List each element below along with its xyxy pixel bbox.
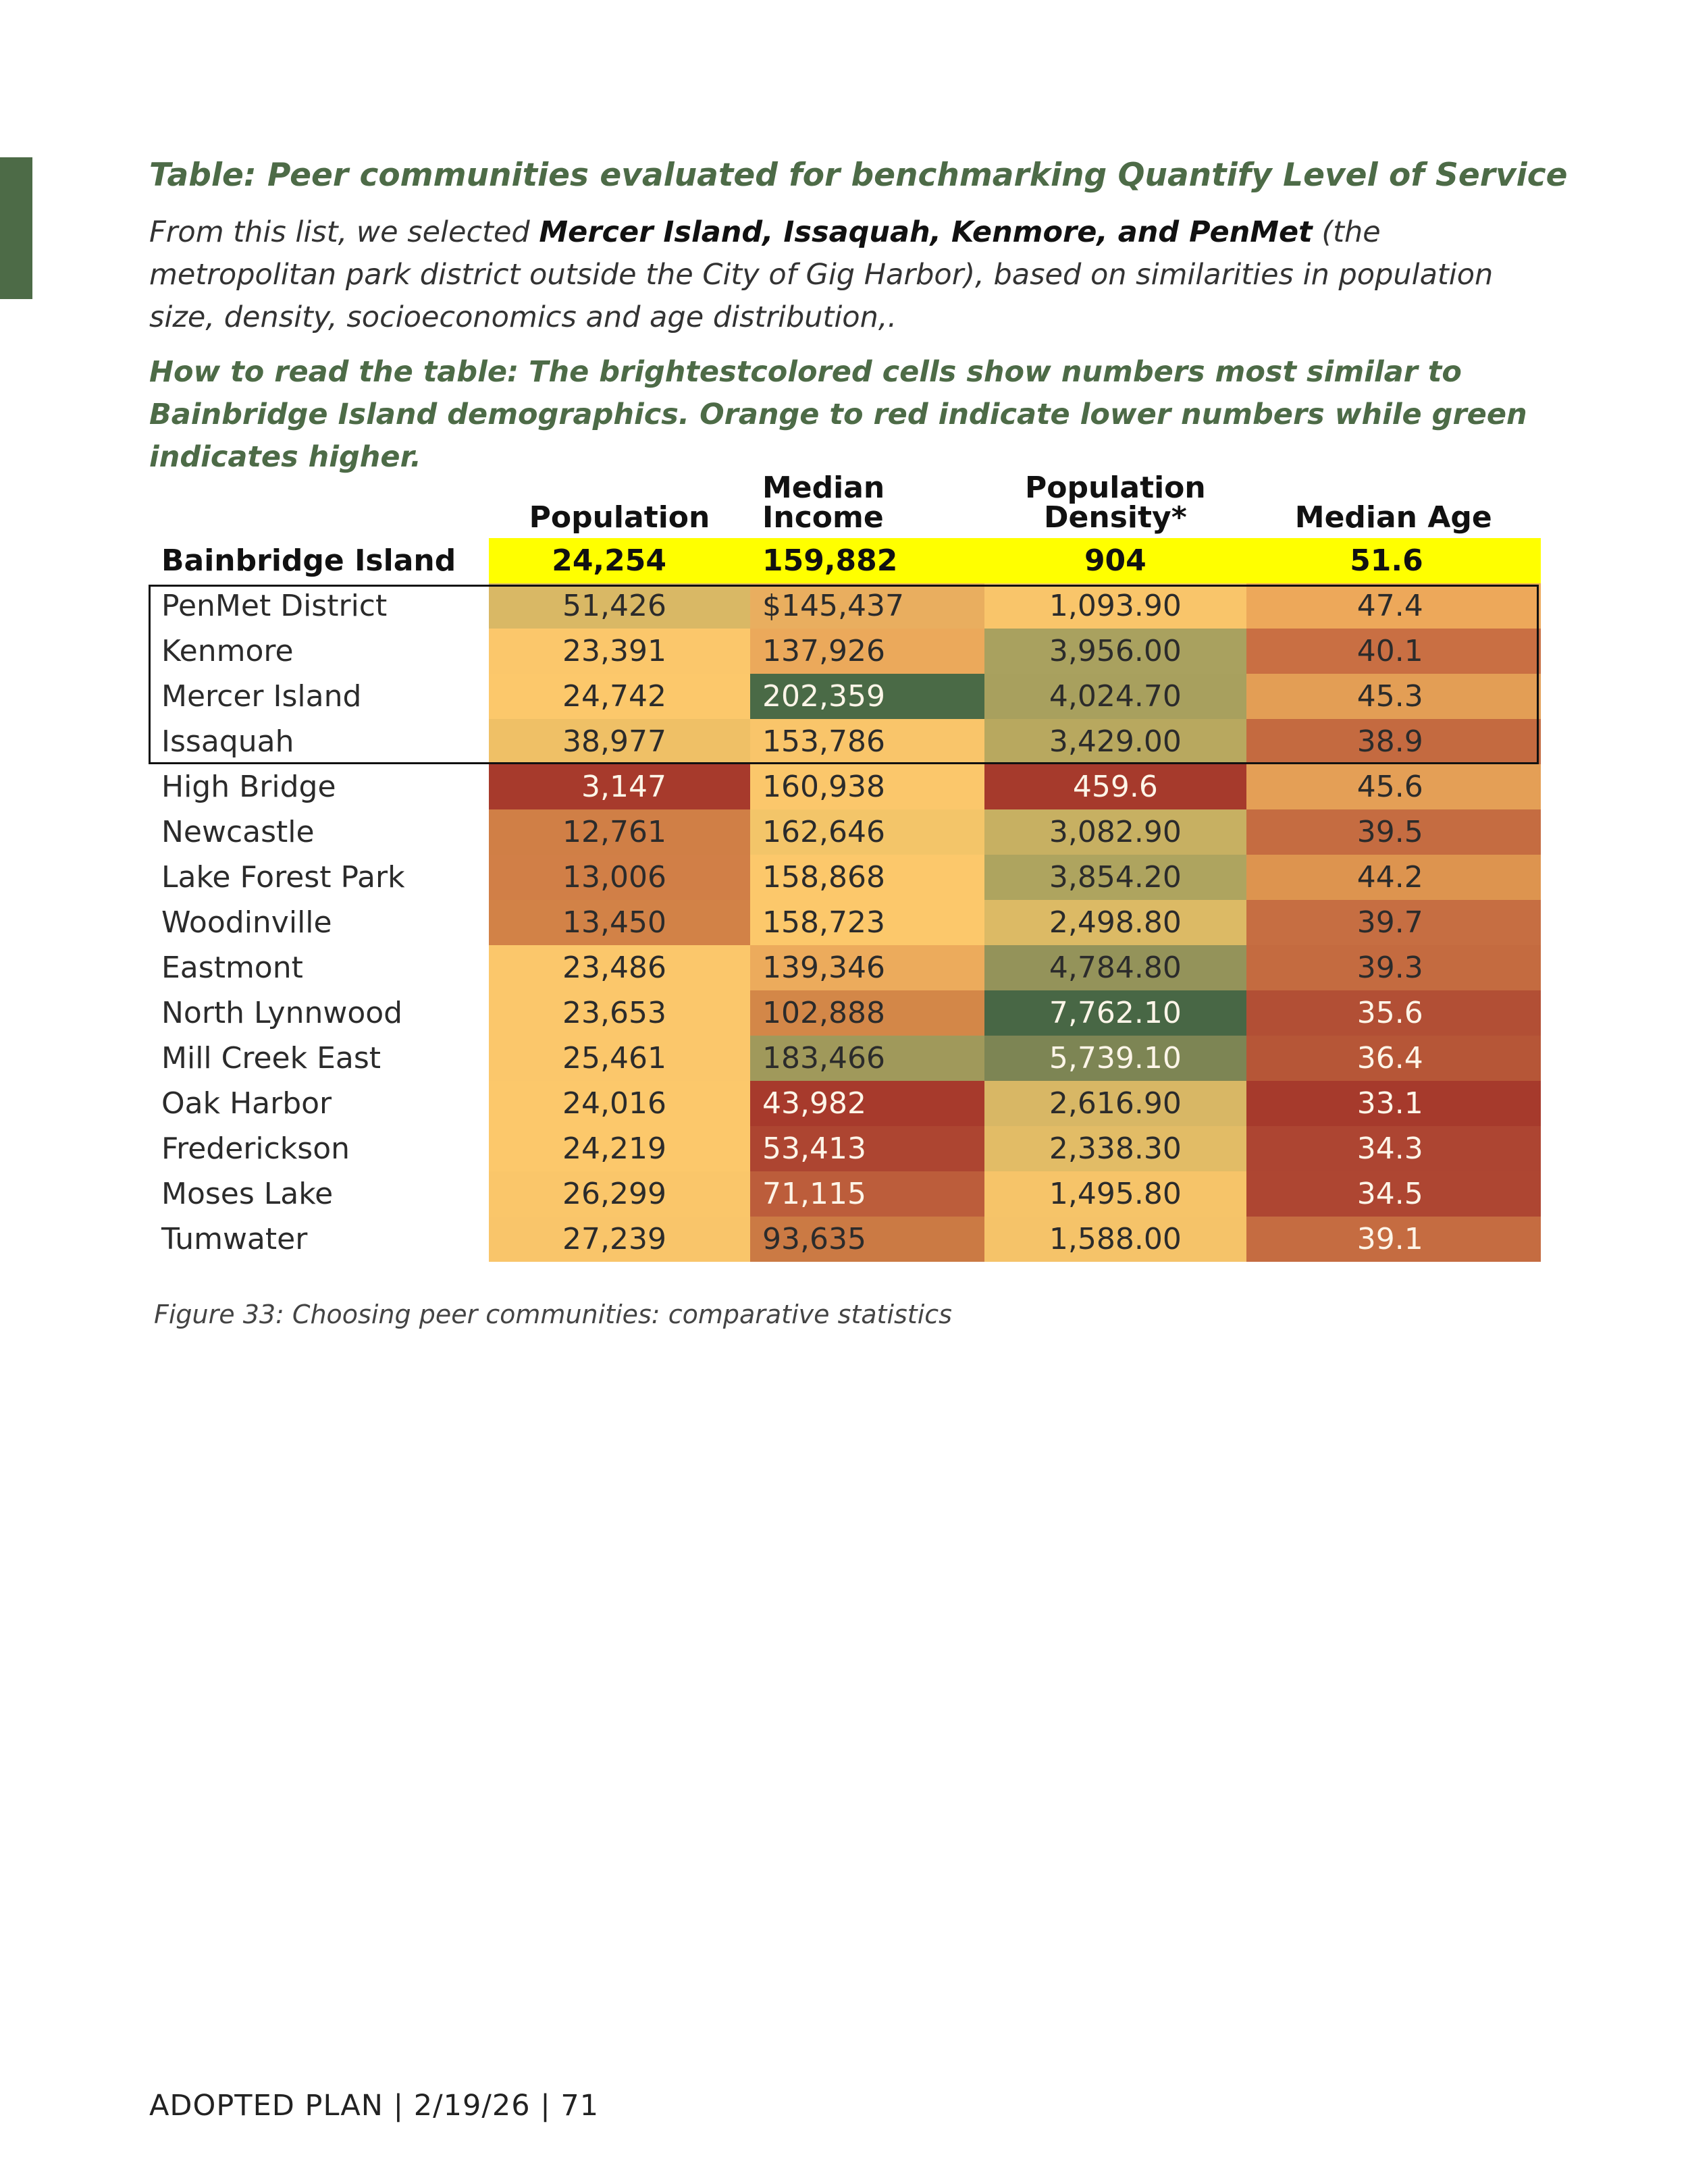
community-name: Newcastle bbox=[161, 815, 315, 849]
header-population: Population bbox=[529, 500, 710, 535]
age-cell: 40.1 bbox=[1246, 629, 1541, 674]
table-row bbox=[149, 1171, 1541, 1217]
population-cell: 23,486 bbox=[489, 945, 750, 990]
population-cell: 13,450 bbox=[489, 900, 750, 945]
income-cell: 137,926 bbox=[750, 629, 984, 674]
table-row bbox=[149, 900, 1541, 945]
population-cell: 51,426 bbox=[489, 583, 750, 629]
population-cell: 13,006 bbox=[489, 855, 750, 900]
income-cell: 162,646 bbox=[750, 809, 984, 855]
age-cell: 35.6 bbox=[1246, 990, 1541, 1036]
community-name: Oak Harbor bbox=[161, 1086, 332, 1121]
population-cell: 24,219 bbox=[489, 1126, 750, 1171]
density-cell: 1,093.90 bbox=[984, 583, 1246, 629]
age-cell: 34.5 bbox=[1246, 1171, 1541, 1217]
population-cell: 23,391 bbox=[489, 629, 750, 674]
table-row bbox=[149, 990, 1541, 1036]
density-cell: 1,495.80 bbox=[984, 1171, 1246, 1217]
community-name: Frederickson bbox=[161, 1131, 350, 1166]
age-cell: 39.5 bbox=[1246, 809, 1541, 855]
community-name: Mill Creek East bbox=[161, 1041, 381, 1075]
age-cell: 47.4 bbox=[1246, 583, 1541, 629]
header-row bbox=[149, 466, 1541, 538]
income-cell: 43,982 bbox=[750, 1081, 984, 1126]
density-cell: 3,956.00 bbox=[984, 629, 1246, 674]
how-to-read-note: How to read the table: The brightestcolored cells show numbers most similar to Bainbridge Island demographics. Orange to red indicate lower numbers while green indicates higher. bbox=[149, 355, 1527, 474]
community-name: Eastmont bbox=[161, 951, 303, 985]
table-row bbox=[149, 1217, 1541, 1262]
age-cell: 39.7 bbox=[1246, 900, 1541, 945]
density-cell: 1,588.00 bbox=[984, 1217, 1246, 1262]
density-cell: 4,024.70 bbox=[984, 674, 1246, 719]
age-cell: 45.3 bbox=[1246, 674, 1541, 719]
community-name: High Bridge bbox=[161, 770, 336, 804]
table-row bbox=[149, 583, 1541, 629]
table-row bbox=[149, 809, 1541, 855]
table-row bbox=[149, 674, 1541, 719]
density-cell: 3,429.00 bbox=[984, 719, 1246, 764]
table-row bbox=[149, 629, 1541, 674]
income-cell: 202,359 bbox=[750, 674, 984, 719]
income-cell: 158,868 bbox=[750, 855, 984, 900]
community-name: Kenmore bbox=[161, 634, 294, 668]
age-cell: 38.9 bbox=[1246, 719, 1541, 764]
table-row bbox=[149, 945, 1541, 990]
figure-caption: Figure 33: Choosing peer communities: comparative statistics bbox=[154, 1300, 952, 1329]
header-community bbox=[149, 466, 489, 538]
population-cell: 24,254 bbox=[489, 538, 750, 583]
table-row bbox=[149, 1036, 1541, 1081]
section-tab bbox=[0, 157, 32, 299]
intro-selected-communities: Mercer Island, Issaquah, Kenmore, and PenMet bbox=[539, 215, 1313, 249]
age-cell: 45.6 bbox=[1246, 764, 1541, 809]
population-cell: 12,761 bbox=[489, 809, 750, 855]
age-cell: 36.4 bbox=[1246, 1036, 1541, 1081]
income-cell: 160,938 bbox=[750, 764, 984, 809]
density-cell: 904 bbox=[984, 538, 1246, 583]
income-cell: 183,466 bbox=[750, 1036, 984, 1081]
peer-communities-table bbox=[149, 466, 1541, 1262]
density-cell: 3,854.20 bbox=[984, 855, 1246, 900]
community-name: Lake Forest Park bbox=[161, 860, 405, 895]
age-cell: 44.2 bbox=[1246, 855, 1541, 900]
income-cell: 102,888 bbox=[750, 990, 984, 1036]
intro-paragraph bbox=[149, 211, 1554, 339]
community-name: PenMet District bbox=[161, 589, 388, 623]
income-cell: 139,346 bbox=[750, 945, 984, 990]
income-cell: 153,786 bbox=[750, 719, 984, 764]
density-cell: 2,498.80 bbox=[984, 900, 1246, 945]
age-cell: 51.6 bbox=[1246, 538, 1541, 583]
community-name: Mercer Island bbox=[161, 679, 362, 714]
table-row bbox=[149, 855, 1541, 900]
age-cell: 33.1 bbox=[1246, 1081, 1541, 1126]
density-cell: 2,338.30 bbox=[984, 1126, 1246, 1171]
density-cell: 5,739.10 bbox=[984, 1036, 1246, 1081]
table-heading: Table: Peer communities evaluated for benchmarking Quantify Level of Service bbox=[149, 157, 1568, 194]
population-cell: 24,742 bbox=[489, 674, 750, 719]
age-cell: 39.3 bbox=[1246, 945, 1541, 990]
density-cell: 2,616.90 bbox=[984, 1081, 1246, 1126]
population-cell: 38,977 bbox=[489, 719, 750, 764]
density-cell: 7,762.10 bbox=[984, 990, 1246, 1036]
page-footer: ADOPTED PLAN | 2/19/26 | 71 bbox=[149, 2089, 600, 2123]
table-row bbox=[149, 1081, 1541, 1126]
table-row bbox=[149, 1126, 1541, 1171]
table-row bbox=[149, 764, 1541, 809]
community-name: Woodinville bbox=[161, 905, 332, 940]
income-cell: 158,723 bbox=[750, 900, 984, 945]
income-cell: 159,882 bbox=[750, 538, 984, 583]
population-cell: 23,653 bbox=[489, 990, 750, 1036]
reference-row-bainbridge bbox=[149, 538, 1541, 583]
community-name: North Lynnwood bbox=[161, 996, 403, 1030]
population-cell: 26,299 bbox=[489, 1171, 750, 1217]
population-cell: 24,016 bbox=[489, 1081, 750, 1126]
density-cell: 459.6 bbox=[984, 764, 1246, 809]
income-cell: 53,413 bbox=[750, 1126, 984, 1171]
intro-after: (the metropolitan park district outside the City of Gig Harbor), based on similarities in population size, density, socioeconomics and age distribution,. bbox=[149, 215, 1494, 334]
income-cell: $145,437 bbox=[750, 583, 984, 629]
density-cell: 4,784.80 bbox=[984, 945, 1246, 990]
income-cell: 71,115 bbox=[750, 1171, 984, 1217]
table-row bbox=[149, 719, 1541, 764]
intro-before: From this list, we selected bbox=[149, 215, 539, 249]
population-cell: 27,239 bbox=[489, 1217, 750, 1262]
community-name: Issaquah bbox=[161, 724, 294, 759]
population-cell: 3,147 bbox=[489, 764, 750, 809]
community-name: Bainbridge Island bbox=[149, 538, 489, 583]
header-median-income: Median Income bbox=[762, 471, 885, 535]
age-cell: 34.3 bbox=[1246, 1126, 1541, 1171]
community-name: Tumwater bbox=[161, 1222, 308, 1256]
density-cell: 3,082.90 bbox=[984, 809, 1246, 855]
header-median-age: Median Age bbox=[1294, 500, 1492, 535]
community-name: Moses Lake bbox=[161, 1177, 334, 1211]
population-cell: 25,461 bbox=[489, 1036, 750, 1081]
age-cell: 39.1 bbox=[1246, 1217, 1541, 1262]
income-cell: 93,635 bbox=[750, 1217, 984, 1262]
header-population-density: Population Density* bbox=[1025, 471, 1206, 535]
